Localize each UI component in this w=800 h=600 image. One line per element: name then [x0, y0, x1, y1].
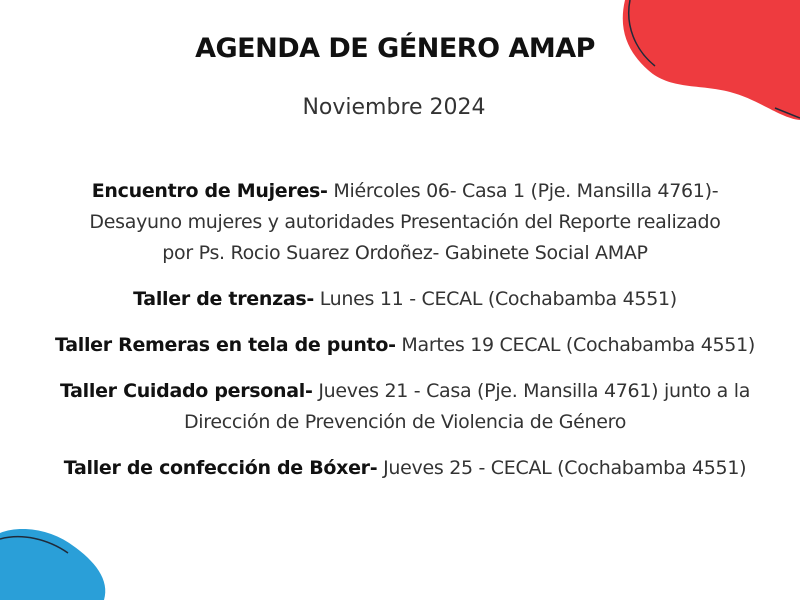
event-title: Taller de trenzas- — [133, 288, 314, 310]
event-item — [20, 176, 790, 269]
event-list — [20, 176, 790, 499]
page-title: AGENDA DE GÉNERO AMAP — [195, 33, 595, 64]
event-details: Dirección de Prevención de Violencia de Género — [183, 411, 627, 433]
event-details: Martes 19 CECAL (Cochabamba 4551) — [395, 334, 755, 356]
event-title: Taller Remeras en tela de punto- — [55, 334, 396, 356]
event-title: Encuentro de Mujeres- — [91, 180, 328, 202]
event-details: Jueves 25 - CECAL (Cochabamba 4551) — [377, 457, 747, 479]
event-details: Jueves 21 - Casa (Pje. Mansilla 4761) junto a la — [312, 380, 751, 402]
event-item — [20, 453, 790, 484]
event-item — [20, 376, 790, 438]
event-title: Taller Cuidado personal- — [59, 380, 313, 402]
decorative-blue-shape — [0, 525, 110, 600]
event-details: Desayuno mujeres y autoridades Presentación del Reporte realizado — [89, 211, 721, 233]
event-item — [20, 330, 790, 361]
event-details: por Ps. Rocio Suarez Ordoñez- Gabinete Social AMAP — [162, 242, 648, 264]
event-details: Miércoles 06- Casa 1 (Pje. Mansilla 4761)- — [327, 180, 719, 202]
event-title: Taller de confección de Bóxer- — [63, 457, 378, 479]
event-item — [20, 284, 790, 315]
event-details: Lunes 11 - CECAL (Cochabamba 4551) — [313, 288, 677, 310]
page-subtitle: Noviembre 2024 — [302, 95, 486, 120]
